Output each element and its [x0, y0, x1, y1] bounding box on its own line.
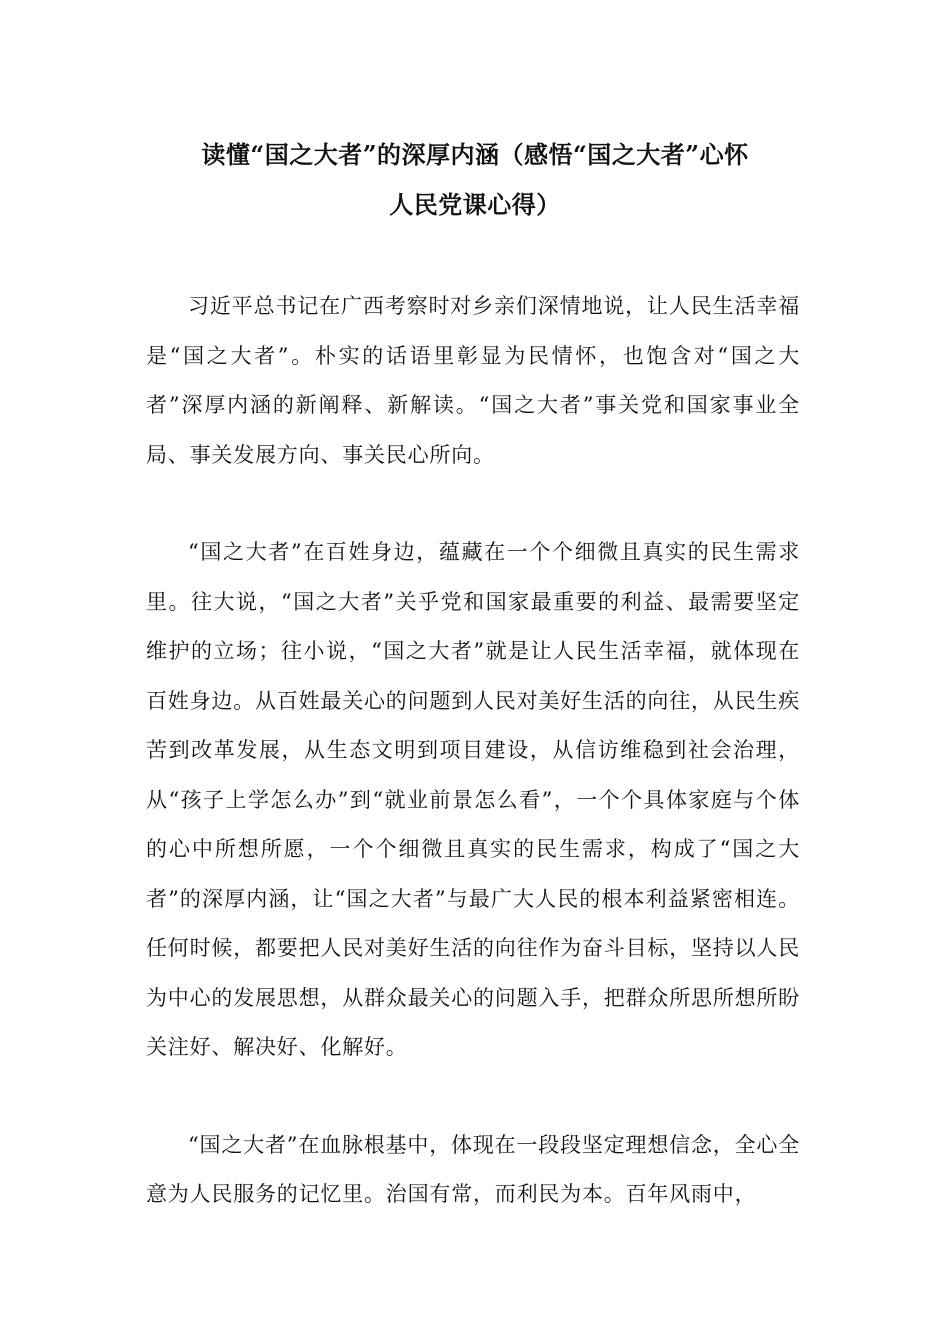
document-title [130, 130, 820, 230]
paragraph-3: “国之大者”在血脉根基中，体现在一段段坚定理想信念，全心全意为人民服务的记忆里。治国有常，而利民为本。百年风雨中， [146, 1132, 800, 1206]
title-line-2: 人民党课心得） [389, 190, 561, 219]
paragraph-2: “国之大者”在百姓身边，蕴藏在一个个细微且真实的民生需求里。往大说，“国之大者”关乎党和国家最重要的利益、最需要坚定维护的立场；往小说，“国之大者”就是让人民生活幸福，就体现在百姓身边。从百姓最关心的问题到人民对美好生活的向往，从民生疾苦到改革发展，从生态文明到项目建设，从信访维稳到社会治理，从“孩子上学怎么办”到“就业前景怎么看”，一个个具体家庭与个体的心中所想所愿，一个个细微且真实的民生需求，构成了“国之大者”的深厚内涵，让“国之大者”与最广大人民的根本利益紧密相连。任何时候，都要把人民对美好生活的向往作为奋斗目标，坚持以人民为中心的发展思想，从群众最关心的问题入手，把群众所思所想所盼关注好、解决好、化解好。 [146, 540, 800, 1059]
document-body [146, 282, 800, 1268]
paragraph-1: 习近平总书记在广西考察时对乡亲们深情地说，让人民生活幸福是“国之大者”。朴实的话语里彰显为民情怀，也饱含对“国之大者”深厚内涵的新阐释、新解读。“国之大者”事关党和国家事业全局、事关发展方向、事关民心所向。 [146, 294, 800, 467]
title-line-1: 读懂“国之大者”的深厚内涵（感悟“国之大者”心怀 [201, 140, 749, 169]
